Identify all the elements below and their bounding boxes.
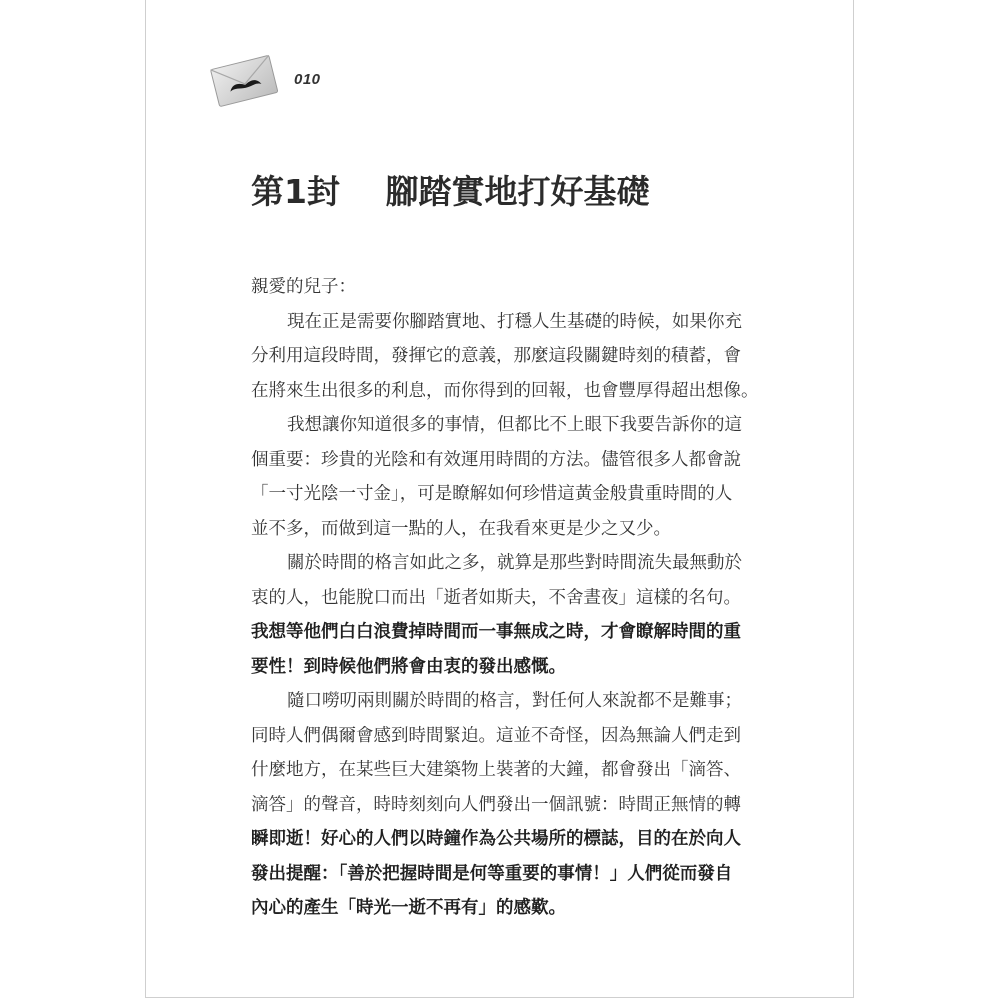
chapter-label: 第1封 [251, 172, 340, 211]
emphasis-line: 我想等他們白白浪費掉時間而一事無成之時，才會瞭解時間的重 [251, 622, 741, 642]
paragraph-line: 同時人們偶爾會感到時間緊迫。這並不奇怪，因為無論人們走到 [251, 725, 741, 746]
paragraph-line: 隨口嘮叨兩則關於時間的格言，對任何人來說都不是難事； [287, 691, 742, 711]
paragraph-line: 分利用這段時間，發揮它的意義，那麼這段關鍵時刻的積蓄，會 [251, 346, 741, 366]
paragraph-line: 關於時間的格言如此之多，就算是那些對時間流失最無動於 [287, 553, 742, 573]
body-text [251, 270, 771, 926]
emphasis-line: 發出提醒：「善於把握時間是何等重要的事情！」人們從而發自 [251, 863, 733, 884]
page-number: 010 [294, 71, 321, 88]
emphasis-line: 內心的產生「時光一逝不再有」的感歎。 [251, 898, 566, 918]
paragraph-line: 我想讓你知道很多的事情，但都比不上眼下我要告訴你的這 [287, 415, 742, 435]
paragraph-line: 並不多，而做到這一點的人，在我看來更是少之又少。 [251, 518, 671, 539]
paragraph-line: 現在正是需要你腳踏實地、打穩人生基礎的時候，如果你充 [287, 311, 742, 332]
paragraph-line: 衷的人，也能脫口而出「逝者如斯夫，不舍晝夜」這樣的名句。 [251, 587, 741, 608]
emphasis-line: 要性！到時候他們將會由衷的發出感慨。 [251, 656, 566, 677]
envelope-mustache-icon [208, 52, 280, 108]
paragraph-line: 在將來生出很多的利息，而你得到的回報，也會豐厚得超出想像。 [251, 380, 759, 401]
chapter-title: 腳踏實地打好基礎 [385, 172, 650, 211]
salutation: 親愛的兒子： [251, 277, 356, 297]
paragraph-line: 滴答」的聲音，時時刻刻向人們發出一個訊號：時間正無情的轉 [251, 794, 741, 815]
paragraph-line: 「一寸光陰一寸金」，可是瞭解如何珍惜這黃金般貴重時間的人 [251, 484, 733, 504]
chapter-heading [251, 166, 771, 213]
paragraph-line: 什麼地方，在某些巨大建築物上裝著的大鐘，都會發出「滴答、 [251, 760, 741, 780]
paragraph-line: 個重要：珍貴的光陰和有效運用時間的方法。儘管很多人都會說 [251, 449, 741, 470]
emphasis-line: 瞬即逝！好心的人們以時鐘作為公共場所的標誌，目的在於向人 [251, 829, 741, 849]
